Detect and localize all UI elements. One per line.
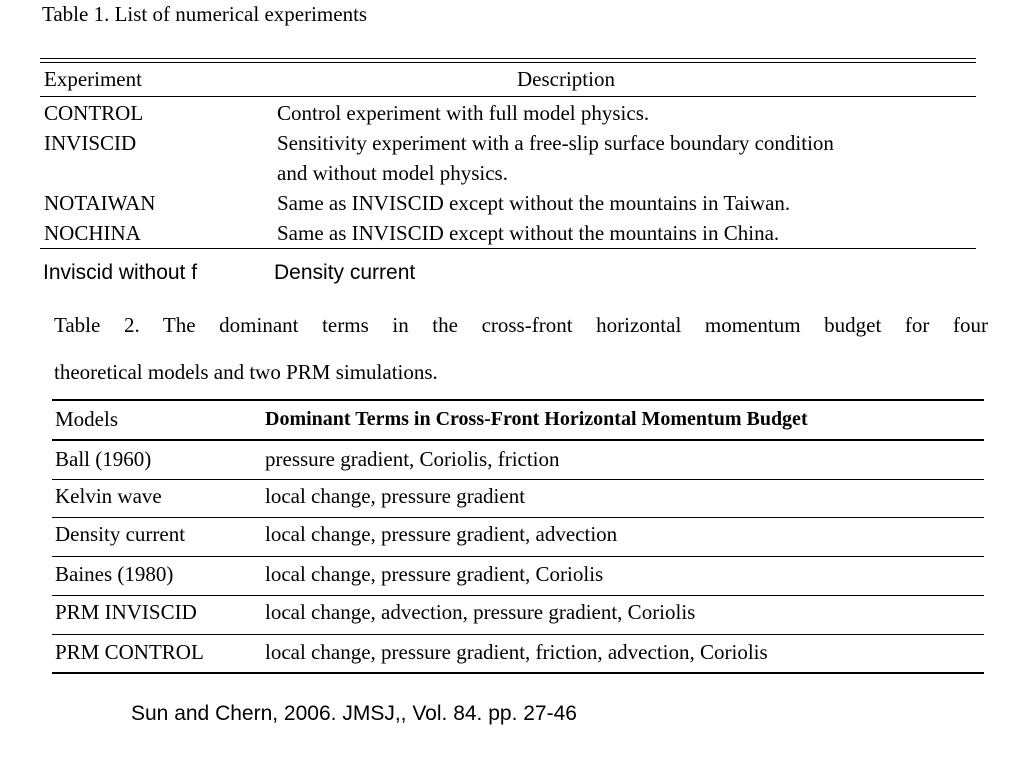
table-2-header-terms: Dominant Terms in Cross-Front Horizontal Momentum Budget — [265, 408, 808, 430]
table-2-row-terms: local change, pressure gradient, advection — [265, 522, 618, 546]
citation: Sun and Chern, 2006. JMSJ,, Vol. 84. pp. 27-46 — [131, 702, 577, 725]
table-2-row-terms: local change, advection, pressure gradient, Coriolis — [265, 600, 696, 624]
table-1-top-rule-2 — [40, 62, 976, 63]
table-1-row-name: NOCHINA — [44, 221, 141, 245]
table-1-row-desc: Same as INVISCID except without the mountains in Taiwan. — [277, 191, 791, 215]
table-1-row-desc: Same as INVISCID except without the mountains in China. — [277, 221, 780, 245]
table-2-caption-line-2: theoretical models and two PRM simulations. — [54, 360, 438, 384]
table-1-header-rule — [40, 96, 976, 97]
table-2-row-terms: local change, pressure gradient — [265, 484, 526, 508]
table-2-row-model: Baines (1980) — [55, 562, 174, 586]
table-2-row-rule — [52, 634, 984, 635]
table-2-row-model: Kelvin wave — [55, 484, 162, 508]
table-1-row-name: NOTAIWAN — [44, 191, 156, 215]
table-1-row-name: CONTROL — [44, 101, 144, 125]
table-1-top-rule — [40, 58, 976, 59]
table-2-row-model: PRM CONTROL — [55, 640, 204, 664]
overlay-label-left: Inviscid without f — [43, 261, 198, 284]
table-1-bottom-rule — [40, 248, 976, 249]
table-1-row-desc: Control experiment with full model physics. — [277, 101, 650, 125]
table-2-row-rule — [52, 556, 984, 557]
table-2-top-rule — [52, 399, 984, 401]
table-2-bottom-rule — [52, 672, 984, 674]
table-1-row-name: INVISCID — [44, 131, 137, 155]
table-2-row-rule — [52, 517, 984, 518]
table-2-header-rule — [52, 439, 984, 441]
table-1-caption: Table 1. List of numerical experiments — [42, 2, 368, 26]
table-1-header-experiment: Experiment — [44, 67, 142, 91]
overlay-label-right: Density current — [274, 261, 416, 284]
table-2-row-terms: pressure gradient, Coriolis, friction — [265, 447, 560, 471]
table-1-header-description: Description — [517, 67, 615, 91]
table-2-caption-line-1: Table 2. The dominant terms in the cross-front horizontal momentum budget for four — [54, 313, 988, 337]
table-1-row-desc: Sensitivity experiment with a free-slip surface boundary condition — [277, 131, 834, 155]
table-2-row-terms: local change, pressure gradient, friction, advection, Coriolis — [265, 640, 768, 664]
table-2-row-rule — [52, 479, 984, 480]
table-2-row-model: Density current — [55, 522, 186, 546]
table-1-row-desc-cont: and without model physics. — [277, 161, 508, 185]
table-2-row-terms: local change, pressure gradient, Coriolis — [265, 562, 604, 586]
table-2-header-models: Models — [55, 407, 118, 431]
table-2-row-model: Ball (1960) — [55, 447, 152, 471]
table-2-row-model: PRM INVISCID — [55, 600, 197, 624]
table-2-row-rule — [52, 595, 984, 596]
